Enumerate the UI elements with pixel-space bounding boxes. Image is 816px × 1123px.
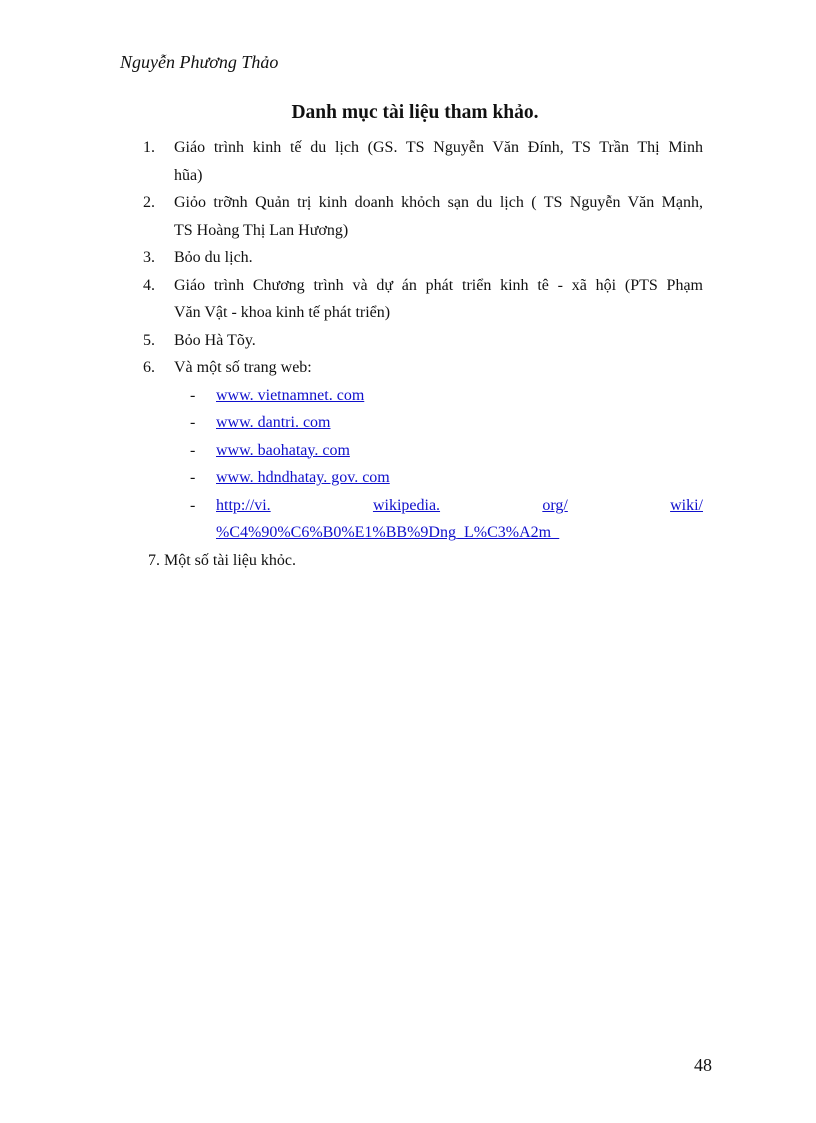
list-item (143, 354, 703, 382)
web-link[interactable]: www. baohatay. com (216, 441, 350, 459)
link-part: wiki/ (670, 496, 703, 514)
list-item (143, 189, 703, 244)
item-text-cont: Văn Vật - khoa kinh tế phát triển) (174, 304, 391, 321)
header-author: Nguyễn Phương Thảo (120, 52, 279, 72)
web-link-item (190, 492, 703, 547)
list-item (143, 272, 703, 327)
reference-list (143, 134, 703, 574)
list-item (143, 244, 703, 272)
bullet-dash: - (190, 386, 196, 404)
bullet-dash: - (190, 469, 196, 486)
item-text-cont: hũa) (174, 166, 203, 184)
item-text: Giáo trình kinh tế du lịch (GS. TS Nguyễn Văn Đính, TS Trần Thị Minh (174, 139, 703, 156)
bullet-dash: - (190, 414, 196, 431)
item-number: 2. (143, 194, 155, 211)
page-number: 48 (694, 1055, 712, 1075)
list-item (143, 327, 703, 355)
item-number: 1. (143, 139, 155, 156)
bullet-dash: - (190, 441, 196, 459)
item-text: Bỏo Hà Tõy. (174, 331, 256, 349)
list-item (143, 134, 703, 189)
wikipedia-link[interactable] (216, 492, 703, 520)
wikipedia-link-cont[interactable]: %C4%90%C6%B0%E1%BB%9Dng_L%C3%A2m_ (216, 524, 560, 541)
bullet-dash: - (190, 496, 196, 514)
item-text: Giỏo trỡnh Quản trị kinh doanh khỏch sạn du lịch ( TS Nguyễn Văn Mạnh, (174, 194, 703, 211)
web-link[interactable]: www. hdndhatay. gov. com (216, 469, 390, 486)
web-link-item (190, 409, 703, 437)
item-text: Bỏo du lịch. (174, 249, 253, 266)
web-link-item (190, 464, 703, 492)
item-number: 3. (143, 249, 155, 266)
page-title: Danh mục tài liệu tham khảo. (291, 102, 539, 123)
item-number: 6. (143, 359, 155, 376)
link-part: org/ (542, 496, 568, 514)
item-number: 5. (143, 331, 155, 349)
item-number: 4. (143, 276, 155, 294)
item-text: Giáo trình Chương trình và dự án phát triển kinh tê - xã hội (PTS Phạm (174, 276, 703, 294)
item-text: Và một số trang web: (174, 359, 312, 376)
item-text-cont: TS Hoàng Thị Lan Hương) (174, 221, 349, 239)
web-link-item (190, 382, 703, 410)
web-link[interactable]: www. dantri. com (216, 414, 331, 431)
link-part: wikipedia. (372, 496, 441, 514)
list-item: 7. Một số tài liệu khỏc. (148, 551, 296, 569)
web-link[interactable]: www. vietnamnet. com (216, 386, 365, 404)
link-part: http://vi. (216, 496, 271, 514)
web-link-item (190, 437, 703, 465)
